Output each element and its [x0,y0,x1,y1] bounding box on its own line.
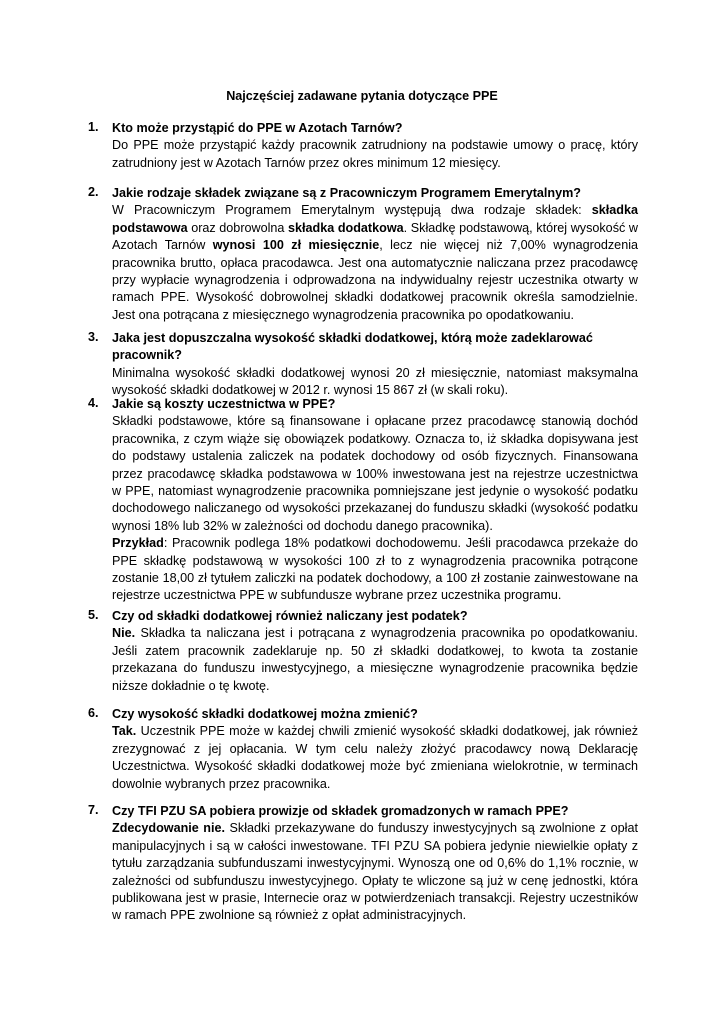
answer-text: Nie. Składka ta naliczana jest i potrącana z wynagrodzenia pracownika po opodatkowaniu. Jeśli zatem pracownik zadeklaruje np. 50 zł składki dodatkowej, to kwota ta zostanie przekazana do funduszu inwestycyjnego, a miesięczne wynagrodzenie pracownika będzie niższe dokładnie o tę kwotę. [112,626,638,693]
question-text: Jaka jest dopuszczalna wysokość składki dodatkowej, którą może zadeklarować pracownik? [112,331,593,363]
question-number: 5. [88,608,99,622]
question-number: 2. [88,185,99,199]
question-number: 3. [88,330,99,344]
faq-item-4 [88,396,638,605]
question-number: 4. [88,396,99,410]
answer-text: Minimalna wysokość składki dodatkowej wynosi 20 zł miesięcznie, natomiast maksymalna wysokość składki dodatkowej w 2012 r. wynosi 15 867 zł (w skali roku). [112,365,638,398]
answer-text: Zdecydowanie nie. Składki przekazywane do funduszy inwestycyjnych są zwolnione z opłat manipulacyjnych i są w całości inwestowane. TFI PZU SA pobiera jedynie niewielkie opłaty z tytułu zarządzania subfunduszami inwestycyjnymi. Wynoszą one od 0,6% do 1,1% rocznie, w zależności od subfunduszu inwestycyjnego. Opłaty te wliczone są już w cenę jednostki, która publikowana jest w prasie, Internecie oraz w potwierdzeniach transakcji. Rejestry uczestników w ramach PPE zwolnione są również z opłat administracyjnych. [112,821,638,923]
faq-item-2 [88,185,638,324]
answer-text: Do PPE może przystąpić każdy pracownik zatrudniony na podstawie umowy o pracę, który zatrudniony jest w Azotach Tarnów przez okres minimum 12 miesięcy. [112,138,638,170]
faq-item-5 [88,608,638,695]
question-text: Jakie rodzaje składek związane są z Pracowniczym Programem Emerytalnym? [112,186,581,200]
answer-text: Tak. Uczestnik PPE może w każdej chwili zmienić wysokość składki dodatkowej, jak również zrezygnować z jej opłacania. W tym celu należy złożyć pracodawcy nową Deklarację Uczestnictwa. Wysokość składki dodatkowej może być zmieniana wielokrotnie, w terminach dowolnie wybranych przez pracownika. [112,724,638,791]
answer-text: W Pracowniczym Programem Emerytalnym występują dwa rodzaje składek: składka podstawowa oraz dobrowolna składka dodatkowa. Składkę podstawową, której wysokość w Azotach Tarnów wynosi 100 zł miesięcznie, lecz nie więcej niż 7,00% wynagrodzenia pracownika brutto, opłaca pracodawca. Jest ona automatycznie naliczana przez pracodawcę przy wypłacie wynagrodzenia i odprowadzona na indywidualny rejestr uczestnika otwarty w ramach PPE. Wysokość dobrowolnej składki dodatkowej pracownik określa samodzielnie. Jest ona potrącana z miesięcznego wynagrodzenia pracownika po opodatkowaniu. [112,203,638,322]
faq-item-1 [88,120,638,172]
question-text: Jakie są koszty uczestnictwa w PPE? [112,397,336,411]
question-text: Czy TFI PZU SA pobiera prowizje od składek gromadzonych w ramach PPE? [112,804,569,818]
question-text: Czy od składki dodatkowej również naliczany jest podatek? [112,609,468,623]
faq-item-6 [88,706,638,793]
faq-item-7 [88,803,638,925]
question-number: 6. [88,706,99,720]
faq-item-3 [88,330,638,400]
answer-text: Składki podstawowe, które są finansowane i opłacane przez pracodawcę stanowią dochód pracownika, z czym wiąże się obowiązek podatkowy. Oznacza to, iż składka dopisywana jest do podstawy ustalenia zaliczek na podatek dochodowy od osób fizycznych. Finansowana przez pracodawcę składka podstawowa w 100% inwestowana jest na rejestrze uczestnictwa w PPE, natomiast wynagrodzenie pracownika pomniejszane jest jedynie o wysokość podatku dochodowego naliczanego od wysokości przekazanej do funduszu składki (wysokość podatku wynosi 18% lub 32% w zależności od dochodu danego pracownika). Przykład: Pracownik podlega 18% podatkowi dochodowemu. Jeśli pracodawca przekaże do PPE składkę podstawową w wysokości 100 zł to z wynagrodzenia pracownika potrącone zostanie 18,00 zł tytułem zaliczki na podatek dochodowy, a 100 zł zostanie zainwestowane na rejestrze uczestnictwa PPE w subfundusze wybrane przez uczestnika programu. [112,414,638,603]
question-text: Czy wysokość składki dodatkowej można zmienić? [112,707,418,721]
question-number: 7. [88,803,99,817]
question-number: 1. [88,120,99,134]
question-text: Kto może przystąpić do PPE w Azotach Tarnów? [112,121,403,135]
page-title: Najczęściej zadawane pytania dotyczące PPE [226,89,498,103]
